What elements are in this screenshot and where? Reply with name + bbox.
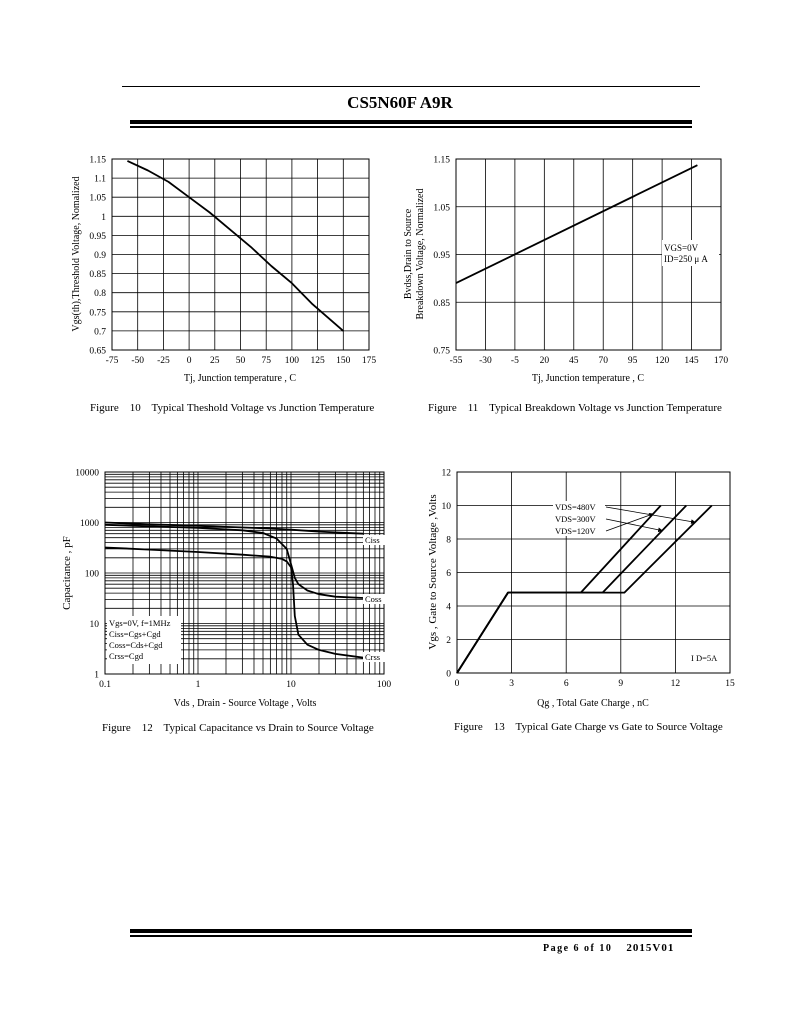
x-tick-label: 175	[361, 356, 377, 366]
x-tick-label: 95	[627, 356, 638, 366]
fig11-annotation-vgs: VGS=0V	[664, 243, 699, 253]
fig13-y-tick-labels	[442, 469, 452, 680]
y-tick-label: 0.75	[89, 308, 106, 319]
y-tick-label: 1.15	[433, 155, 450, 166]
y-tick-label: 1	[101, 212, 106, 223]
figure-12	[61, 469, 391, 735]
fig13-vds-label-480: VDS=480V	[555, 502, 596, 512]
y-tick-label: 2	[446, 636, 451, 646]
fig12-caption: Figure 12 Typical Capacitance vs Drain to Source Voltage	[102, 722, 374, 734]
footer-thin-rule	[130, 935, 692, 937]
x-tick-label: 145	[684, 356, 699, 366]
fig12-curve-labels	[363, 535, 385, 662]
y-tick-label: 10	[89, 620, 99, 630]
x-tick-label: 75	[261, 356, 271, 366]
fig13-vds-label-120: VDS=120V	[555, 526, 596, 536]
x-tick-label: -50	[131, 356, 145, 366]
x-tick-label: 12	[670, 679, 681, 689]
x-tick-label: 100	[376, 680, 392, 690]
y-tick-label: 8	[446, 535, 451, 546]
fig13-vds-labels	[553, 501, 695, 536]
fig10-x-tick-labels	[106, 356, 377, 366]
x-tick-label: 100	[284, 356, 300, 366]
page-number: Page 6 of 10	[543, 943, 613, 954]
x-tick-label: -55	[449, 356, 463, 366]
x-tick-label: -75	[105, 356, 119, 366]
y-tick-label: 4	[446, 602, 451, 613]
footer-thick-rule	[130, 929, 692, 933]
y-tick-label: 0.85	[433, 298, 450, 309]
fig11-y-axis-label-line2: Breakdown Voltage, Normalized	[415, 188, 426, 320]
fig12-legend-ciss: Ciss=Cgs+Cgd	[109, 629, 161, 639]
fig12-x-axis-label: Vds , Drain - Source Voltage , Volts	[173, 698, 317, 709]
x-tick-label: 1	[195, 680, 201, 690]
x-tick-label: -25	[157, 356, 170, 366]
y-tick-label: 0.85	[89, 270, 106, 281]
revision: 2015V01	[626, 942, 675, 954]
fig12-legend-coss: Coss=Cds+Cgd	[109, 640, 163, 650]
fig13-x-tick-labels	[455, 679, 735, 689]
fig12-ciss-label: Ciss	[365, 535, 380, 545]
figure-13	[427, 469, 735, 734]
x-tick-label: 9	[618, 679, 624, 689]
fig12-coss-label: Coss	[365, 594, 382, 604]
y-tick-label: 6	[446, 569, 451, 579]
y-tick-label: 10	[441, 502, 451, 512]
fig10-caption: Figure 10 Typical Theshold Voltage vs Junction Temperature	[90, 402, 375, 414]
y-tick-label: 0.75	[433, 346, 450, 357]
y-tick-label: 1	[94, 670, 99, 681]
fig13-id-annotation: I D=5A	[691, 653, 718, 663]
fig10-series	[127, 161, 343, 331]
fig11-y-axis-label-line1: Bvdss,Drain to Source	[403, 208, 414, 300]
x-tick-label: 15	[725, 679, 735, 689]
y-tick-label: 1.05	[89, 193, 106, 204]
y-tick-label: 0.95	[89, 231, 106, 242]
x-tick-label: 125	[310, 356, 325, 366]
x-tick-label: -30	[479, 356, 492, 366]
fig10-y-axis-label: Vgs(th),Threshold Voltage, Nomalized	[71, 176, 82, 332]
x-tick-label: -5	[510, 356, 519, 366]
y-tick-label: 0	[446, 669, 451, 680]
fig13-caption: Figure 13 Typical Gate Charge vs Gate to Source Voltage	[454, 721, 723, 733]
fig13-vds-label-300: VDS=300V	[555, 514, 596, 524]
y-tick-label: 0.95	[433, 251, 450, 261]
y-tick-label: 100	[84, 569, 99, 580]
figure-10	[71, 156, 376, 415]
fig11-x-axis-label: Tj, Junction temperature , C	[531, 373, 645, 384]
series-line-fig11	[456, 165, 697, 283]
x-tick-label: 6	[563, 679, 569, 689]
x-tick-label: 50	[235, 356, 246, 366]
x-tick-label: 20	[539, 356, 550, 366]
x-tick-label: 150	[336, 356, 351, 366]
x-tick-label: 170	[713, 356, 729, 366]
fig12-crss-label: Crss	[365, 652, 381, 662]
series-line-coss	[105, 525, 363, 598]
y-tick-label: 0.65	[89, 346, 106, 357]
fig12-x-tick-labels	[99, 680, 391, 690]
fig12-y-tick-labels	[75, 469, 99, 681]
y-tick-label: 1.1	[94, 174, 106, 185]
x-tick-label: 70	[598, 356, 608, 366]
y-tick-label: 0.8	[94, 289, 106, 300]
document-title: CS5N60F A9R	[347, 93, 453, 112]
x-tick-label: 0.1	[99, 680, 111, 690]
x-tick-label: 120	[654, 356, 670, 366]
fig10-y-tick-labels	[89, 156, 106, 357]
footer-page-info	[543, 942, 674, 954]
y-tick-label: 1.15	[89, 155, 106, 166]
fig11-x-tick-labels	[450, 356, 729, 366]
y-tick-label: 10000	[75, 468, 99, 479]
y-tick-label: 1000	[80, 519, 99, 529]
x-tick-label: 45	[569, 356, 579, 366]
fig11-caption: Figure 11 Typical Breakdown Voltage vs Junction Temperature	[428, 402, 722, 414]
fig12-legend-crss: Crss=Cgd	[109, 651, 144, 661]
series-line-ciss	[105, 523, 363, 534]
y-tick-label: 0.7	[94, 327, 106, 338]
fig11-annotation-id: ID=250 μ A	[664, 254, 708, 264]
y-tick-label: 0.9	[94, 251, 106, 261]
figure-11	[403, 156, 728, 415]
fig10-x-axis-label: Tj, Junction temperature , C	[183, 373, 297, 384]
x-tick-label: 0	[454, 679, 460, 689]
x-tick-label: 10	[286, 680, 296, 690]
fig11-y-tick-labels	[433, 156, 450, 357]
x-tick-label: 3	[509, 679, 514, 689]
fig12-y-axis-label: Capacitance , pF	[61, 536, 73, 610]
y-tick-label: 1.05	[433, 203, 450, 214]
fig11-series	[456, 165, 697, 283]
fig12-legend-conditions: Vgs=0V, f=1MHz	[109, 618, 171, 628]
fig13-x-axis-label: Qg , Total Gate Charge , nC	[537, 698, 649, 709]
y-tick-label: 12	[441, 468, 451, 479]
fig10-grid	[112, 159, 369, 350]
x-tick-label: 0	[186, 356, 192, 366]
fig13-y-axis-label: Vgs , Gate to Source Voltage ,Volts	[427, 494, 439, 650]
series-line-fig10	[127, 161, 343, 331]
x-tick-label: 25	[210, 356, 220, 366]
